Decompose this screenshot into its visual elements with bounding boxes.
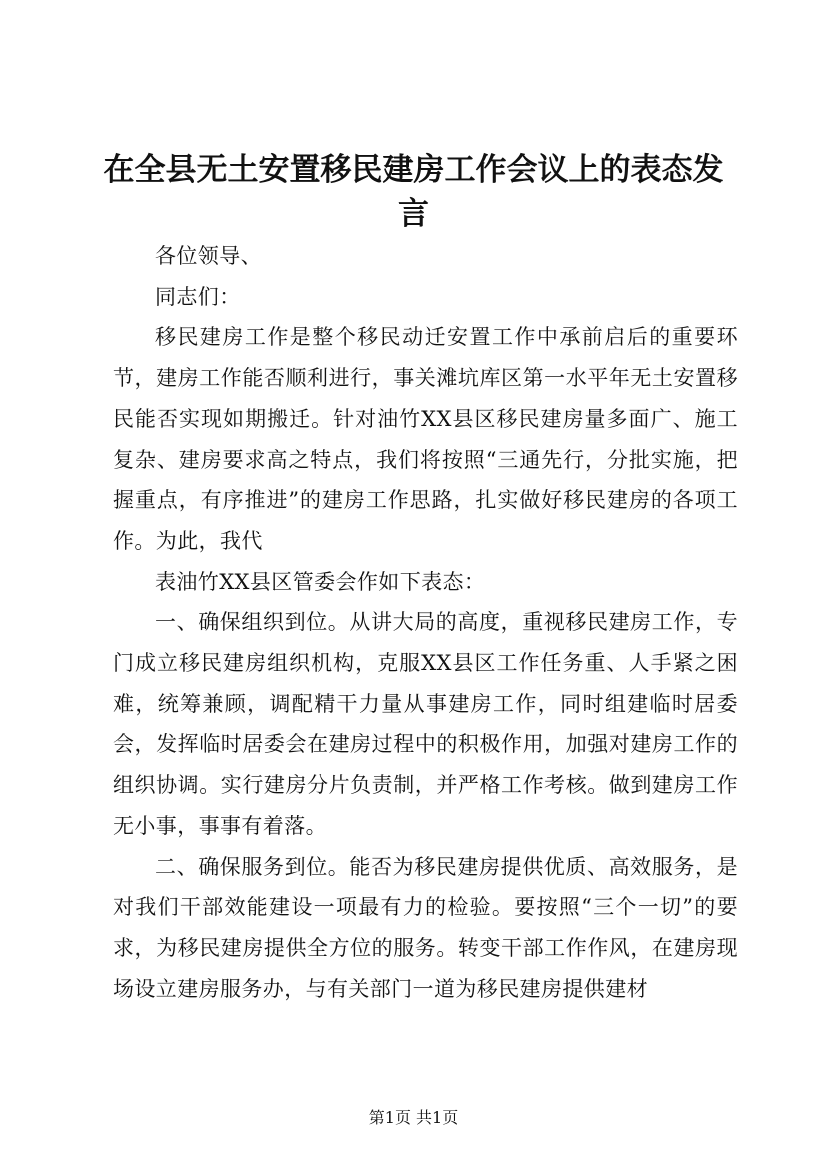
document-title: 在全县无土安置移民建房工作会议上的表态发言 [103, 152, 724, 232]
paragraph-point-1: 一、确保组织到位。从讲大局的高度，重视移民建房工作，专门成立移民建房组织机构，克服XX县区工作任务重、人手紧之困难，统筹兼顾，调配精干力量从事建房工作，同时组建临时居委会，发挥临时居委会在建房过程中的积极作用，加强对建房工作的组织协调。实行建房分片负责制，并严格工作考核。做到建房工作无小事，事事有着落。 [113, 610, 738, 838]
paragraph-point-2: 二、确保服务到位。能否为移民建房提供优质、高效服务，是对我们干部效能建设一项最有力的检验。要按照“三个一切”的要求，为移民建房提供全方位的服务。转变干部工作作风，在建房现场设立建房服务办，与有关部门一道为移民建房提供建材 [113, 854, 738, 1001]
salutation-line-2: 同志们： [155, 284, 241, 309]
paragraph-intro: 移民建房工作是整个移民动迁安置工作中承前启后的重要环节，建房工作能否顺利进行，事关滩坑库区第一水平年无土安置移民能否实现如期搬迁。针对油竹XX县区移民建房量多面广、施工复杂、建房要求高之特点，我们将按照“三通先行，分批实施，把握重点，有序推进”的建房工作思路，扎实做好移民建房的各项工作。为此，我代 [113, 325, 738, 553]
salutation-line-1: 各位领导、 [155, 244, 262, 268]
paragraph-statement-lead: 表油竹XX县区管委会作如下表态： [155, 569, 486, 594]
page-number-footer: 第1页 共1页 [368, 1108, 459, 1127]
document-body [113, 236, 738, 1009]
